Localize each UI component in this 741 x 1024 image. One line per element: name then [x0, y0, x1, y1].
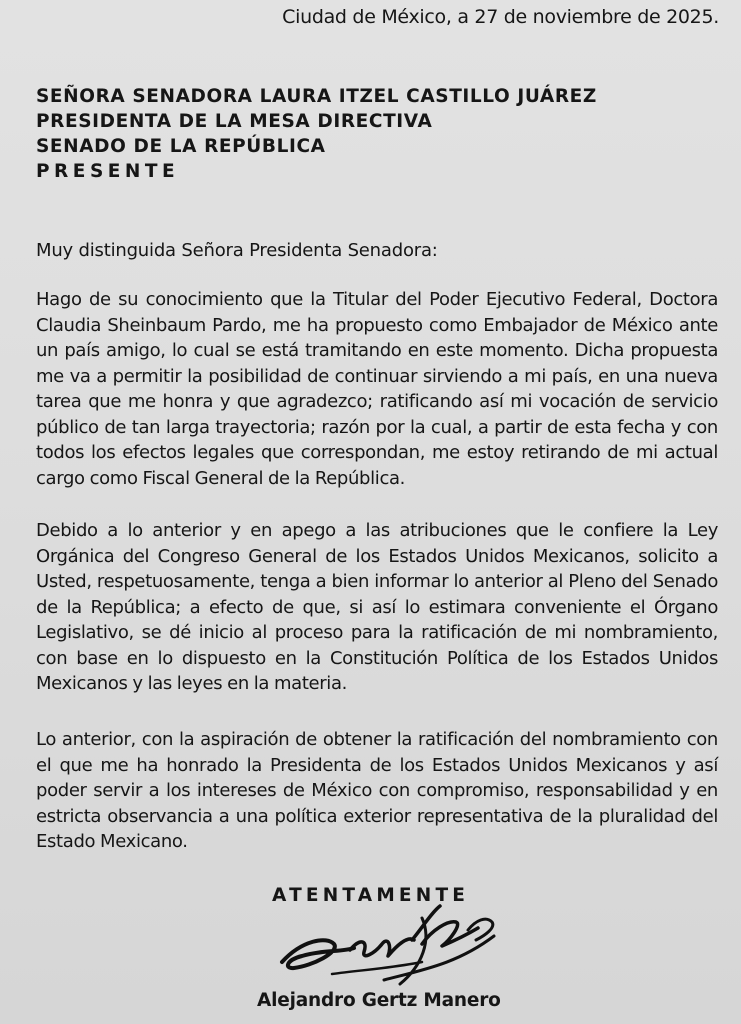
addressee-presente: PRESENTE: [36, 161, 180, 182]
paragraph-3: Lo anterior, con la aspiración de obtener la ratificación del nombramiento con el que me ha honrado la Presidenta de los Estados Unidos Mexicanos y así poder servir a los intereses de México con compromiso, responsabilidad y en estricta observancia a una política exterior representativa de la pluralidad del Estado Mexicano.: [36, 729, 718, 852]
closing-atentamente: ATENTAMENTE: [272, 885, 470, 906]
addressee-title: PRESIDENTA DE LA MESA DIRECTIVA: [36, 111, 433, 132]
handwritten-signature: [272, 900, 502, 995]
letter-date: Ciudad de México, a 27 de noviembre de 2025.: [282, 6, 719, 28]
addressee-block: [36, 84, 726, 184]
paragraph-2: Debido a lo anterior y en apego a las atribuciones que le confiere la Ley Orgánica del Congreso General de los Estados Unidos Mexicanos, solicito a Usted, respetuosamente, tenga a bien informar lo anterior al Pleno del Senado de la República; a efecto de que, si así lo estimara conveniente el Órgano Legislativo, se dé inicio al proceso para la ratificación de mi nombramiento, con base en lo dispuesto en la Constitución Política de los Estados Unidos Mexicanos y las leyes en la materia.: [36, 520, 718, 694]
signer-name: Alejandro Gertz Manero: [257, 990, 501, 1011]
addressee-name: SEÑORA SENADORA LAURA ITZEL CASTILLO JUÁREZ: [36, 86, 597, 107]
addressee-institution: SENADO DE LA REPÚBLICA: [36, 136, 326, 157]
paragraph-1: Hago de su conocimiento que la Titular del Poder Ejecutivo Federal, Doctora Claudia Sheinbaum Pardo, me ha propuesto como Embajador de México ante un país amigo, lo cual se está tramitando en este momento. Dicha propuesta me va a permitir la posibilidad de continuar sirviendo a mi país, en una nueva tarea que me honra y que agradezco; ratificando así mi vocación de servicio público de tan larga trayectoria; razón por la cual, a partir de esta fecha y con todos los efectos legales que correspondan, me estoy retirando de mi actual cargo como Fiscal General de la República.: [36, 289, 718, 489]
salutation: Muy distinguida Señora Presidenta Senadora:: [36, 240, 438, 261]
